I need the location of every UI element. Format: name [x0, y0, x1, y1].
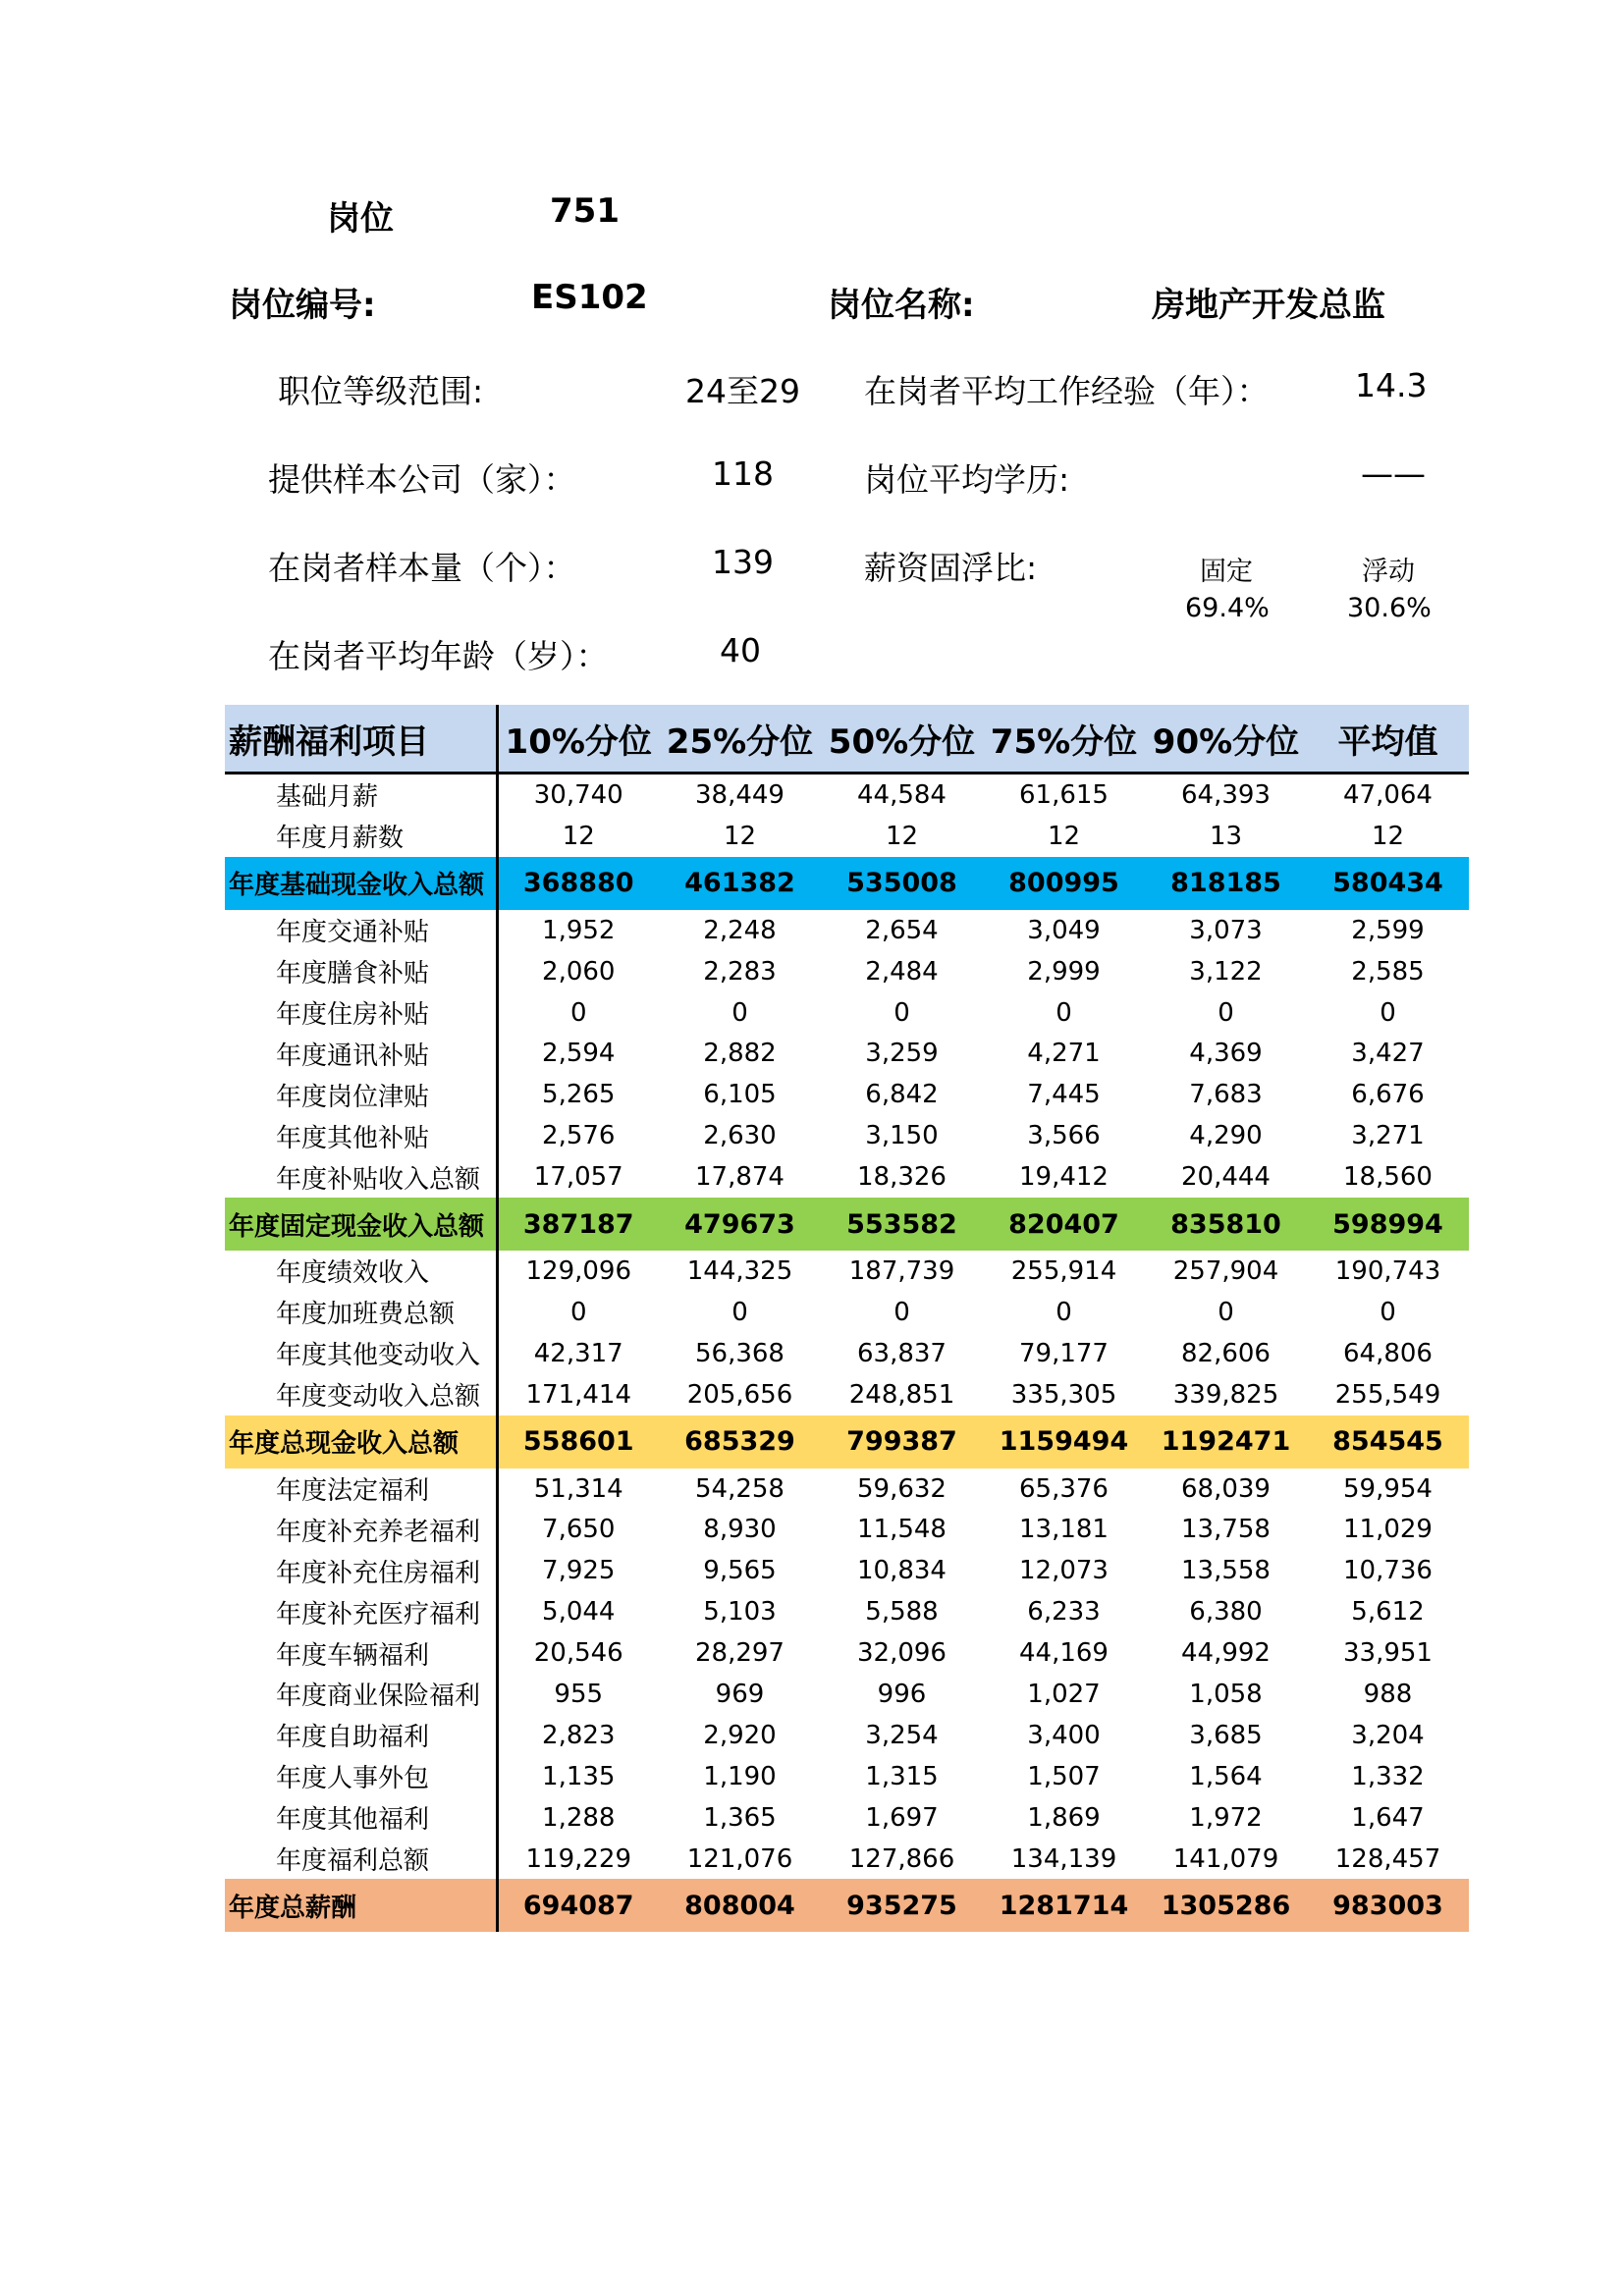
row-value: 2,599	[1351, 915, 1425, 945]
row-value: 800995	[1008, 868, 1119, 899]
row-value: 13,758	[1181, 1515, 1271, 1545]
row-value: 68,039	[1181, 1473, 1271, 1504]
row-value: 0	[893, 997, 910, 1028]
row-value: 1,190	[703, 1761, 777, 1791]
row-value: 1,647	[1351, 1802, 1425, 1833]
row-value: 255,914	[1010, 1255, 1117, 1286]
row-value: 144,325	[686, 1255, 793, 1286]
row-value: 0	[1380, 1297, 1396, 1327]
row-value: 59,954	[1343, 1473, 1433, 1504]
sample-companies-label: 提供样本公司（家）：	[268, 460, 576, 499]
row-value: 59,632	[857, 1473, 947, 1504]
row-label: 年度其他变动收入	[225, 1333, 497, 1374]
row-value: 3,271	[1351, 1121, 1425, 1151]
table-row	[225, 1839, 1469, 1880]
table-total-row	[225, 1198, 1469, 1251]
row-label: 年度岗位津贴	[225, 1074, 497, 1115]
row-value: 12	[885, 821, 919, 851]
row-value: 17,874	[695, 1162, 785, 1193]
row-label: 年度住房补贴	[225, 992, 497, 1034]
table-row	[225, 1756, 1469, 1797]
row-label: 年度补充医疗福利	[225, 1591, 497, 1632]
row-value: 7,925	[542, 1556, 616, 1586]
row-value: 44,584	[857, 779, 947, 810]
row-value: 2,920	[703, 1720, 777, 1750]
row-value: 535008	[846, 868, 957, 899]
grade-range-label: 职位等级范围:	[278, 372, 484, 410]
row-label: 年度补充养老福利	[225, 1509, 497, 1550]
row-value: 0	[569, 997, 587, 1028]
table-row	[225, 1591, 1469, 1632]
row-value: 255,549	[1334, 1379, 1441, 1410]
table-row	[225, 1033, 1469, 1074]
row-label: 基础月薪	[225, 774, 497, 816]
row-value: 11,029	[1343, 1515, 1433, 1545]
row-value: 1159494	[999, 1426, 1129, 1458]
row-value: 171,414	[525, 1379, 632, 1410]
row-value: 12	[562, 821, 595, 851]
fixed-float-ratio-label: 薪资固浮比:	[864, 549, 1038, 587]
row-value: 44,992	[1181, 1638, 1271, 1669]
row-value: 3,259	[865, 1039, 939, 1069]
row-value: 38,449	[695, 779, 785, 810]
avg-experience-value: 14.3	[1355, 366, 1428, 404]
row-value: 3,122	[1189, 956, 1263, 987]
row-value: 10,834	[857, 1556, 947, 1586]
grade-range-value: 24至29	[685, 372, 800, 410]
avg-experience-label: 在岗者平均工作经验（年）：	[864, 372, 1270, 410]
table-row	[225, 1292, 1469, 1333]
column-header-percentile: 10%分位	[497, 705, 659, 774]
table-row	[225, 1374, 1469, 1415]
row-value: 0	[1218, 997, 1234, 1028]
column-header-percentile: 75%分位	[983, 705, 1145, 774]
row-label: 年度其他补贴	[225, 1115, 497, 1156]
row-value: 20,444	[1181, 1162, 1271, 1193]
row-value: 1,027	[1027, 1679, 1101, 1709]
avg-age-value: 40	[720, 631, 761, 669]
row-value: 4,369	[1189, 1039, 1263, 1069]
row-value: 1,365	[703, 1802, 777, 1833]
row-value: 56,368	[695, 1338, 785, 1368]
row-value: 7,683	[1189, 1080, 1263, 1110]
row-value: 935275	[846, 1890, 957, 1921]
row-value: 2,484	[865, 956, 939, 987]
row-value: 2,585	[1351, 956, 1425, 987]
row-value: 996	[877, 1679, 927, 1709]
row-label: 年度总现金收入总额	[225, 1415, 497, 1468]
row-value: 5,103	[703, 1597, 777, 1628]
row-value: 3,049	[1027, 915, 1101, 945]
row-value: 5,612	[1351, 1597, 1425, 1628]
row-value: 694087	[522, 1890, 634, 1921]
row-label: 年度交通补贴	[225, 910, 497, 951]
row-value: 6,233	[1027, 1597, 1101, 1628]
row-value: 368880	[522, 868, 634, 899]
row-value: 190,743	[1334, 1255, 1441, 1286]
row-value: 808004	[684, 1890, 795, 1921]
row-value: 187,739	[848, 1255, 955, 1286]
table-row	[225, 1115, 1469, 1156]
row-value: 11,548	[857, 1515, 947, 1545]
row-value: 134,139	[1010, 1843, 1117, 1874]
row-label: 年度车辆福利	[225, 1632, 497, 1674]
column-header-percentile: 50%分位	[821, 705, 983, 774]
row-value: 128,457	[1334, 1843, 1441, 1874]
row-value: 339,825	[1172, 1379, 1279, 1410]
row-label: 年度补贴收入总额	[225, 1156, 497, 1198]
row-value: 19,412	[1019, 1162, 1109, 1193]
float-label: 浮动	[1362, 557, 1415, 587]
row-value: 1,869	[1027, 1802, 1101, 1833]
row-value: 61,615	[1019, 779, 1109, 810]
table-header-row	[225, 705, 1469, 774]
row-value: 12	[1371, 821, 1405, 851]
row-value: 2,999	[1027, 956, 1101, 987]
row-value: 121,076	[686, 1843, 793, 1874]
table-row	[225, 774, 1469, 816]
compensation-table	[225, 705, 1469, 1932]
row-value: 580434	[1332, 868, 1443, 899]
avg-age-label: 在岗者平均年龄（岁）：	[268, 637, 609, 675]
position-name-label: 岗位名称:	[828, 286, 975, 325]
table-row	[225, 1074, 1469, 1115]
row-label: 年度通讯补贴	[225, 1033, 497, 1074]
table-row	[225, 816, 1469, 857]
incumbent-sample-label: 在岗者样本量（个）：	[268, 549, 576, 587]
table-total-row	[225, 857, 1469, 910]
row-value: 558601	[522, 1426, 634, 1458]
row-value: 4,271	[1027, 1039, 1101, 1069]
row-value: 553582	[846, 1208, 957, 1240]
table-row	[225, 951, 1469, 992]
row-value: 28,297	[695, 1638, 785, 1669]
row-value: 820407	[1008, 1208, 1119, 1240]
row-value: 79,177	[1019, 1338, 1109, 1368]
row-value: 3,254	[865, 1720, 939, 1750]
column-header-item: 薪酬福利项目	[225, 705, 497, 774]
row-value: 12,073	[1019, 1556, 1109, 1586]
row-value: 6,676	[1351, 1080, 1425, 1110]
row-value: 12	[723, 821, 757, 851]
row-value: 1305286	[1161, 1890, 1291, 1921]
row-value: 9,565	[703, 1556, 777, 1586]
row-value: 1281714	[999, 1890, 1129, 1921]
row-value: 33,951	[1343, 1638, 1433, 1669]
row-label: 年度绩效收入	[225, 1251, 497, 1292]
row-value: 3,685	[1189, 1720, 1263, 1750]
row-value: 2,060	[542, 956, 616, 987]
row-label: 年度法定福利	[225, 1468, 497, 1510]
float-value: 30.6%	[1347, 593, 1432, 623]
row-value: 2,654	[865, 915, 939, 945]
row-value: 2,594	[542, 1039, 616, 1069]
row-value: 0	[1056, 997, 1072, 1028]
table-row	[225, 1632, 1469, 1674]
row-value: 461382	[684, 868, 795, 899]
row-value: 47,064	[1343, 779, 1433, 810]
position-value: 751	[550, 191, 620, 231]
row-label: 年度基础现金收入总额	[225, 857, 497, 910]
row-value: 799387	[846, 1426, 957, 1458]
row-value: 1,507	[1027, 1761, 1101, 1791]
row-value: 1,564	[1189, 1761, 1263, 1791]
row-value: 3,400	[1027, 1720, 1101, 1750]
row-value: 3,204	[1351, 1720, 1425, 1750]
row-value: 30,740	[533, 779, 623, 810]
row-value: 64,806	[1343, 1338, 1433, 1368]
position-name-value: 房地产开发总监	[1152, 286, 1385, 325]
table-row	[225, 1797, 1469, 1839]
row-value: 205,656	[686, 1379, 793, 1410]
row-value: 1192471	[1161, 1426, 1291, 1458]
table-row	[225, 992, 1469, 1034]
row-value: 598994	[1332, 1208, 1443, 1240]
row-value: 8,930	[703, 1515, 777, 1545]
row-value: 7,650	[542, 1515, 616, 1545]
row-value: 2,823	[542, 1720, 616, 1750]
row-value: 835810	[1170, 1208, 1281, 1240]
row-label: 年度固定现金收入总额	[225, 1198, 497, 1251]
row-value: 5,265	[542, 1080, 616, 1110]
fixed-value: 69.4%	[1185, 593, 1270, 623]
position-code-value: ES102	[531, 278, 648, 317]
row-value: 5,044	[542, 1597, 616, 1628]
row-value: 335,305	[1010, 1379, 1117, 1410]
table-row	[225, 1156, 1469, 1198]
row-value: 479673	[684, 1208, 795, 1240]
row-value: 0	[569, 1297, 587, 1327]
row-value: 0	[1056, 1297, 1072, 1327]
row-value: 82,606	[1181, 1338, 1271, 1368]
row-value: 4,290	[1189, 1121, 1263, 1151]
row-value: 0	[893, 1297, 910, 1327]
avg-education-label: 岗位平均学历:	[864, 460, 1070, 499]
row-label: 年度膳食补贴	[225, 951, 497, 992]
row-value: 969	[715, 1679, 765, 1709]
row-value: 3,566	[1027, 1121, 1101, 1151]
row-value: 257,904	[1172, 1255, 1279, 1286]
row-value: 2,630	[703, 1121, 777, 1151]
row-value: 685329	[684, 1426, 795, 1458]
row-value: 0	[1380, 997, 1396, 1028]
row-label: 年度总薪酬	[225, 1879, 497, 1932]
row-value: 51,314	[533, 1473, 623, 1504]
table-row	[225, 1509, 1469, 1550]
row-value: 32,096	[857, 1638, 947, 1669]
row-value: 387187	[522, 1208, 634, 1240]
row-value: 12	[1047, 821, 1081, 851]
row-value: 2,283	[703, 956, 777, 987]
row-value: 141,079	[1172, 1843, 1279, 1874]
row-value: 3,150	[865, 1121, 939, 1151]
table-row	[225, 1550, 1469, 1591]
row-value: 6,380	[1189, 1597, 1263, 1628]
row-value: 127,866	[848, 1843, 955, 1874]
row-value: 1,332	[1351, 1761, 1425, 1791]
row-value: 65,376	[1019, 1473, 1109, 1504]
row-value: 13	[1209, 821, 1243, 851]
table-row	[225, 1468, 1469, 1510]
fixed-label: 固定	[1200, 557, 1253, 587]
row-value: 10,736	[1343, 1556, 1433, 1586]
row-value: 129,096	[525, 1255, 632, 1286]
row-value: 17,057	[533, 1162, 623, 1193]
row-value: 63,837	[857, 1338, 947, 1368]
row-label: 年度其他福利	[225, 1797, 497, 1839]
table-total-row	[225, 1415, 1469, 1468]
row-value: 988	[1363, 1679, 1413, 1709]
avg-education-value: ——	[1361, 454, 1426, 493]
column-header-percentile: 25%分位	[659, 705, 821, 774]
row-value: 119,229	[525, 1843, 632, 1874]
row-value: 44,169	[1019, 1638, 1109, 1669]
row-label: 年度补充住房福利	[225, 1550, 497, 1591]
row-value: 854545	[1332, 1426, 1443, 1458]
row-value: 248,851	[848, 1379, 955, 1410]
table-row	[225, 910, 1469, 951]
row-value: 1,315	[865, 1761, 939, 1791]
row-value: 64,393	[1181, 779, 1271, 810]
table-row	[225, 1715, 1469, 1756]
row-label: 年度自助福利	[225, 1715, 497, 1756]
row-value: 6,105	[703, 1080, 777, 1110]
position-code-label: 岗位编号:	[229, 286, 376, 325]
table-row	[225, 1333, 1469, 1374]
row-label: 年度人事外包	[225, 1756, 497, 1797]
row-value: 818185	[1170, 868, 1281, 899]
table-body	[225, 774, 1469, 1933]
row-value: 13,558	[1181, 1556, 1271, 1586]
incumbent-sample-value: 139	[712, 543, 774, 581]
position-label: 岗位	[327, 199, 394, 239]
table-total-row	[225, 1879, 1469, 1932]
row-value: 1,135	[542, 1761, 616, 1791]
row-value: 3,073	[1189, 915, 1263, 945]
row-value: 54,258	[695, 1473, 785, 1504]
row-value: 5,588	[865, 1597, 939, 1628]
row-value: 7,445	[1027, 1080, 1101, 1110]
row-value: 1,952	[542, 915, 616, 945]
row-value: 6,842	[865, 1080, 939, 1110]
row-value: 42,317	[533, 1338, 623, 1368]
row-value: 1,288	[542, 1802, 616, 1833]
row-value: 3,427	[1351, 1039, 1425, 1069]
row-value: 1,058	[1189, 1679, 1263, 1709]
row-value: 18,326	[857, 1162, 947, 1193]
row-value: 0	[1218, 1297, 1234, 1327]
table-row	[225, 1251, 1469, 1292]
row-value: 18,560	[1343, 1162, 1433, 1193]
row-value: 2,576	[542, 1121, 616, 1151]
row-value: 983003	[1332, 1890, 1443, 1921]
row-value: 1,972	[1189, 1802, 1263, 1833]
row-value: 0	[731, 1297, 748, 1327]
row-label: 年度月薪数	[225, 816, 497, 857]
sample-companies-value: 118	[712, 454, 774, 493]
row-value: 1,697	[865, 1802, 939, 1833]
row-label: 年度商业保险福利	[225, 1674, 497, 1715]
row-value: 2,882	[703, 1039, 777, 1069]
row-label: 年度加班费总额	[225, 1292, 497, 1333]
row-value: 955	[554, 1679, 604, 1709]
column-header-percentile: 平均值	[1307, 705, 1469, 774]
row-value: 2,248	[703, 915, 777, 945]
column-header-percentile: 90%分位	[1145, 705, 1307, 774]
row-value: 20,546	[533, 1638, 623, 1669]
row-value: 13,181	[1019, 1515, 1109, 1545]
table-row	[225, 1674, 1469, 1715]
row-label: 年度变动收入总额	[225, 1374, 497, 1415]
row-value: 0	[731, 997, 748, 1028]
row-label: 年度福利总额	[225, 1839, 497, 1880]
